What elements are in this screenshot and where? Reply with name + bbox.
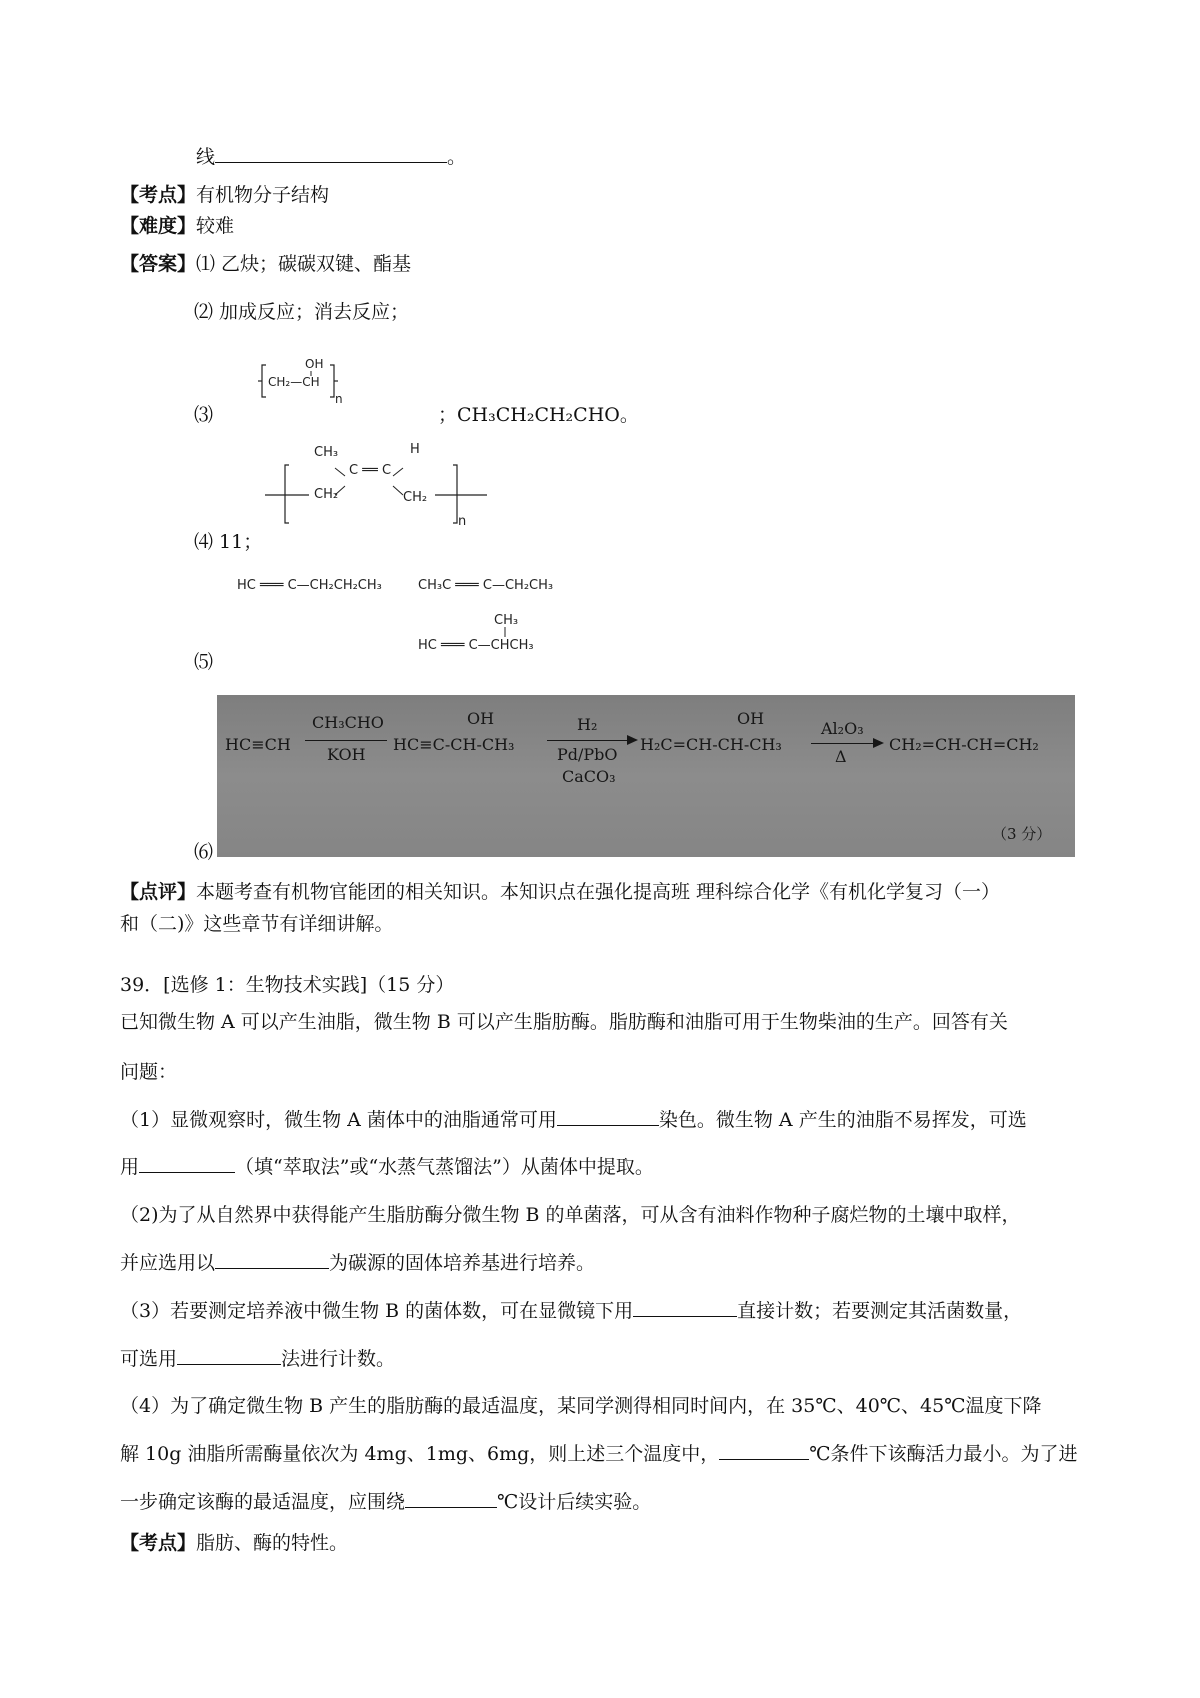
product-2: H₂C=CH-CH-CH₃	[640, 735, 782, 754]
ch2-left: CH₂	[314, 487, 339, 502]
reagent-1-top: CH₃CHO	[312, 713, 384, 732]
kaodian-tag: 【考点】	[120, 184, 197, 206]
dianping-row	[120, 880, 1000, 904]
reaction-arrow-1	[305, 740, 387, 741]
blank-carbon-source	[215, 1250, 329, 1269]
answer-2: ⑵ 加成反应；消去反应；	[194, 301, 410, 323]
polymer-n: n	[335, 392, 343, 406]
kaodian-text: 有机物分子结构	[196, 184, 330, 206]
polymer-n: n	[458, 514, 467, 529]
part-1-text-a: （1）显微观察时，微生物 A 菌体中的油脂通常可用	[120, 1109, 557, 1131]
part-3-text-c: 可选用	[120, 1348, 178, 1370]
blank-lowest-activity-temp	[719, 1441, 809, 1460]
part-2-text-c: 为碳源的固体培养基进行培养。	[329, 1252, 596, 1274]
reagent-2-bottom-2: CaCO₃	[562, 767, 616, 786]
blank-count-tool	[633, 1298, 737, 1317]
answer-blank	[215, 144, 447, 163]
dianping-line-2: 和（二)》这些章节有详细讲解。	[120, 913, 394, 935]
part-3-text-a: （3）若要测定培养液中微生物 B 的菌体数，可在显微镜下用	[120, 1300, 634, 1322]
reagent-2-top: H₂	[577, 715, 598, 734]
part-1-text-b: 染色。微生物 A 产生的油脂不易挥发，可选	[658, 1109, 1027, 1131]
nandu-tag: 【难度】	[120, 215, 197, 237]
continuation-line	[196, 144, 466, 169]
product-1: HC≡C-CH-CH₃	[393, 735, 515, 754]
line-suffix: 。	[447, 146, 467, 168]
line-prefix: 线	[196, 146, 216, 168]
part-3-text-b: 直接计数；若要测定其活菌数量，	[737, 1300, 1023, 1322]
double-bond: C ══ C	[349, 463, 392, 478]
chain-text: CH₂—CH	[268, 375, 320, 389]
part-4-text-b: 解 10g 油脂所需酶量依次为 4mg、1mg、6mg，则上述三个温度中，	[120, 1443, 720, 1465]
isomer-2: CH₃C ═══ C—CH₂CH₃	[418, 578, 554, 593]
product-2-oh: OH	[737, 709, 765, 728]
ch2-right: CH₂	[403, 490, 428, 505]
q39-part-4-line-3	[120, 1489, 651, 1514]
arrow-head-3	[873, 738, 884, 748]
reaction-arrow-2	[547, 740, 631, 741]
ch3-group: CH₃	[314, 445, 339, 460]
blank-extraction-method	[139, 1154, 235, 1173]
dianping-line-1: 本题考查有机物官能团的相关知识。本知识点在强化提高班 理科综合化学《有机化学复习（一）	[196, 881, 1001, 903]
reaction-arrow-3	[811, 743, 877, 744]
answer-3-label: ⑶	[194, 404, 214, 426]
isomer-3-ch3: CH₃	[494, 613, 519, 628]
nandu-text: 较难	[196, 215, 235, 237]
q39-part-2-line-1: （2)为了从自然界中获得能产生脂肪酶分微生物 B 的单菌落，可从含有油料作物种子腐烂物的土壤中取样，	[120, 1204, 1021, 1226]
q39-kaodian-row	[120, 1531, 348, 1555]
kaodian-row	[120, 183, 329, 207]
score-label: （3 分）	[992, 825, 1052, 843]
h-atom: H	[410, 442, 420, 457]
isomer-3: HC ═══ C—CHCH₃	[418, 638, 534, 653]
q39-part-1-line-2	[120, 1154, 654, 1179]
reagent-1-bottom: KOH	[327, 745, 366, 764]
product-3: CH₂=CH-CH=CH₂	[889, 735, 1039, 754]
part-2-text-b: 并应选用以	[120, 1252, 216, 1274]
q39-part-3-line-2	[120, 1346, 395, 1371]
part-4-text-d: 一步确定该酶的最适温度，应围绕	[120, 1491, 406, 1513]
blank-count-method	[177, 1346, 281, 1365]
daan-row	[120, 252, 411, 276]
arrow-head-2	[627, 735, 638, 745]
oh-group: OH	[305, 357, 324, 371]
part-1-text-d: （填“萃取法”或“水蒸气蒸馏法”）从菌体中提取。	[235, 1156, 654, 1178]
product-1-oh: OH	[467, 709, 495, 728]
part-4-text-c: ℃条件下该酶活力最小。为了进	[809, 1443, 1078, 1465]
q39-part-1-line-1	[120, 1107, 1027, 1132]
part-1-text-c: 用	[120, 1156, 140, 1178]
blank-stain	[557, 1107, 659, 1126]
q39-kaodian-text: 脂肪、酶的特性。	[196, 1532, 349, 1554]
q39-intro-line-1: 已知微生物 A 可以产生油脂，微生物 B 可以产生脂肪酶。脂肪酶和油脂可用于生物柴油的生产。回答有关	[120, 1011, 1008, 1033]
isomer-1: HC ═══ C—CH₂CH₂CH₃	[237, 578, 382, 593]
q39-part-3-line-1	[120, 1298, 1022, 1323]
q39-part-2-line-2	[120, 1250, 595, 1275]
blank-optimal-temp	[405, 1489, 497, 1508]
part-4-text-e: ℃设计后续实验。	[497, 1491, 652, 1513]
reagent-3-top: Al₂O₃	[821, 719, 864, 738]
q39-kaodian-tag: 【考点】	[120, 1532, 197, 1554]
synthesis-route-image	[217, 695, 1075, 857]
answer-4: ⑷ 11；	[194, 531, 263, 553]
answer-1: ⑴ 乙炔；碳碳双键、酯基	[196, 253, 412, 275]
reagent-3-bottom: Δ	[835, 747, 847, 766]
part-3-text-d: 法进行计数。	[281, 1348, 396, 1370]
question-39-header: 39．[选修 1：生物技术实践]（15 分）	[120, 974, 455, 996]
answer-3-label-row	[194, 403, 213, 427]
answer-6: ⑹	[194, 841, 214, 863]
reagent-2-bottom: Pd/PbO	[557, 745, 618, 764]
acetylene: HC≡CH	[225, 735, 291, 754]
daan-tag: 【答案】	[120, 253, 197, 275]
dianping-tag: 【点评】	[120, 881, 197, 903]
q39-part-4-line-1: （4）为了确定微生物 B 产生的脂肪酶的最适温度，某同学测得相同时间内，在 35℃、40℃、45℃温度下降	[120, 1395, 1042, 1417]
polymer-brackets-4	[265, 443, 487, 525]
answer-5: ⑸	[194, 651, 214, 673]
q39-part-4-line-2	[120, 1441, 1078, 1466]
q39-intro-line-2: 问题：	[120, 1061, 178, 1083]
isomer-3-branch	[503, 627, 507, 637]
nandu-row	[120, 214, 234, 238]
answer-3-text: ；CH₃CH₂CH₂CHO。	[438, 404, 639, 426]
